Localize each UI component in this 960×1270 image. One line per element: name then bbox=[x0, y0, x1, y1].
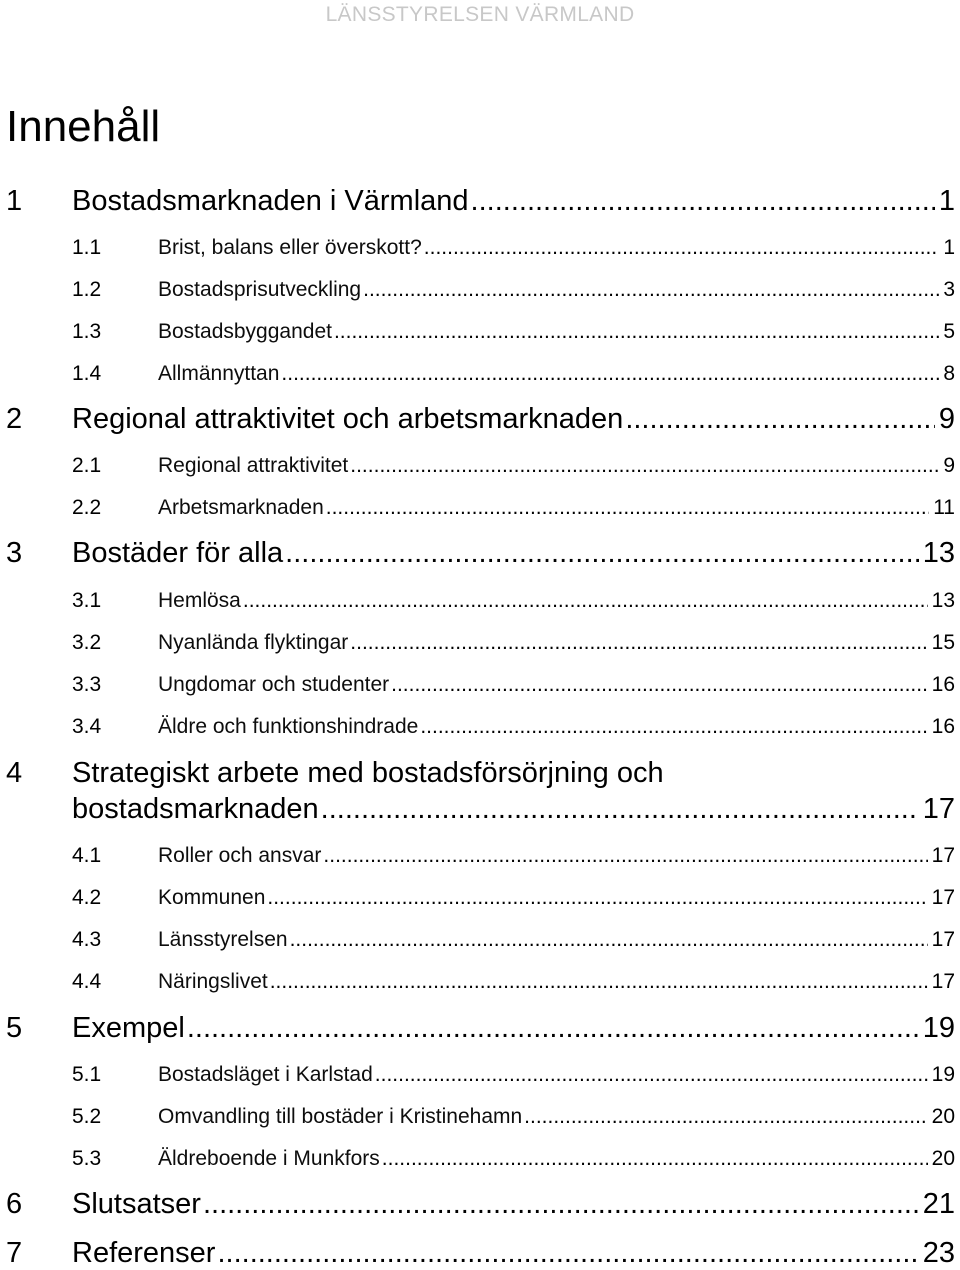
dot-leader bbox=[290, 924, 928, 956]
toc-number: 1 bbox=[6, 185, 23, 217]
toc-page-number: 11 bbox=[933, 496, 955, 519]
toc-label: Exempel bbox=[72, 1012, 185, 1044]
dot-leader bbox=[270, 966, 928, 998]
dot-leader bbox=[187, 1008, 919, 1048]
toc-number: 1.1 bbox=[72, 236, 102, 259]
toc-page-number: 16 bbox=[931, 715, 955, 738]
toc-label: Äldreboende i Munkfors bbox=[158, 1147, 380, 1170]
dot-leader bbox=[217, 1233, 918, 1270]
toc-label: Ungdomar och studenter bbox=[158, 673, 390, 696]
toc-page-number: 20 bbox=[931, 1105, 955, 1128]
toc-number: 1.4 bbox=[72, 362, 102, 385]
toc-page-number: 3 bbox=[943, 278, 955, 301]
toc-label: Bostadsmarknaden i Värmland bbox=[72, 185, 469, 217]
dot-leader bbox=[471, 181, 935, 221]
toc-label: Nyanlända flyktingar bbox=[158, 631, 349, 654]
toc-label: Slutsatser bbox=[72, 1188, 201, 1220]
toc-number: 3.1 bbox=[72, 589, 102, 612]
toc-page-number: 15 bbox=[931, 631, 955, 654]
toc-number: 1.2 bbox=[72, 278, 102, 301]
dot-leader bbox=[363, 274, 939, 306]
toc-page-number: 17 bbox=[931, 970, 955, 993]
toc-label-line-1: Strategiskt arbete med bostadsförsörjning och bbox=[72, 757, 664, 789]
dot-leader bbox=[424, 232, 940, 264]
dot-leader bbox=[382, 1143, 928, 1175]
toc-page-number: 20 bbox=[931, 1147, 955, 1170]
dot-leader bbox=[524, 1101, 927, 1133]
toc-page-number: 19 bbox=[931, 1063, 955, 1086]
toc-page-number: 17 bbox=[931, 928, 955, 951]
toc-label: Näringslivet bbox=[158, 970, 268, 993]
toc-label: Länsstyrelsen bbox=[158, 928, 288, 951]
toc-number: 1.3 bbox=[72, 320, 102, 343]
toc-page-number: 23 bbox=[922, 1237, 955, 1269]
dot-leader bbox=[375, 1059, 928, 1091]
dot-leader bbox=[285, 533, 919, 573]
dot-leader bbox=[334, 316, 939, 348]
toc-label: bostadsmarknaden bbox=[72, 793, 319, 825]
toc-number: 3.3 bbox=[72, 673, 102, 696]
page-title: Innehåll bbox=[6, 102, 161, 151]
toc-number: 2.2 bbox=[72, 496, 102, 519]
toc-number: 4.1 bbox=[72, 844, 102, 867]
toc-number: 2.1 bbox=[72, 454, 102, 477]
toc-page-number: 13 bbox=[931, 589, 955, 612]
toc-page-number: 9 bbox=[938, 403, 955, 435]
toc-page-number: 9 bbox=[943, 454, 955, 477]
toc-number: 2 bbox=[6, 403, 23, 435]
dot-leader bbox=[625, 399, 935, 439]
toc-label: Roller och ansvar bbox=[158, 844, 322, 867]
dot-leader bbox=[323, 840, 927, 872]
toc-number: 7 bbox=[6, 1237, 23, 1269]
toc-label: Hemlösa bbox=[158, 589, 241, 612]
toc-label: Äldre och funktionshindrade bbox=[158, 715, 419, 738]
toc-page-number: 13 bbox=[922, 537, 955, 569]
toc-label: Bostadsläget i Karlstad bbox=[158, 1063, 373, 1086]
toc-page-number: 17 bbox=[931, 844, 955, 867]
dot-leader bbox=[391, 669, 928, 701]
toc-number: 5 bbox=[6, 1012, 23, 1044]
toc-number: 4.4 bbox=[72, 970, 102, 993]
toc-label: Regional attraktivitet bbox=[158, 454, 349, 477]
toc-label: Bostadsbyggandet bbox=[158, 320, 332, 343]
toc-number: 4.3 bbox=[72, 928, 102, 951]
toc-label: Allmännyttan bbox=[158, 362, 280, 385]
toc-page-number: 8 bbox=[943, 362, 955, 385]
toc-label: Kommunen bbox=[158, 886, 266, 909]
toc-page-number: 5 bbox=[943, 320, 955, 343]
dot-leader bbox=[326, 492, 929, 524]
dot-leader bbox=[267, 882, 927, 914]
toc-page-number: 17 bbox=[931, 886, 955, 909]
toc-page-number: 16 bbox=[931, 673, 955, 696]
toc-label: Brist, balans eller överskott? bbox=[158, 236, 422, 259]
toc-page-number: 1 bbox=[938, 185, 955, 217]
toc-number: 5.3 bbox=[72, 1147, 102, 1170]
toc-number: 3.4 bbox=[72, 715, 102, 738]
toc-label: Arbetsmarknaden bbox=[158, 496, 324, 519]
toc-number: 6 bbox=[6, 1188, 23, 1220]
toc-page-number: 1 bbox=[943, 236, 955, 259]
toc-number: 3 bbox=[6, 537, 23, 569]
toc-number: 3.2 bbox=[72, 631, 102, 654]
toc-page-number: 19 bbox=[922, 1012, 955, 1044]
toc-label: Bostäder för alla bbox=[72, 537, 284, 569]
dot-leader bbox=[203, 1184, 919, 1224]
dot-leader bbox=[420, 711, 927, 743]
dot-leader bbox=[243, 585, 928, 617]
toc-number: 4.2 bbox=[72, 886, 102, 909]
toc-label: Referenser bbox=[72, 1237, 216, 1269]
toc-page-number: 21 bbox=[922, 1188, 955, 1220]
dot-leader bbox=[350, 627, 927, 659]
dot-leader bbox=[350, 450, 939, 482]
dot-leader bbox=[281, 358, 939, 390]
toc-page-number: 17 bbox=[922, 793, 955, 825]
toc-label: Regional attraktivitet och arbetsmarknaden bbox=[72, 403, 624, 435]
dot-leader bbox=[321, 789, 919, 829]
page-header: LÄNSSTYRELSEN VÄRMLAND bbox=[325, 3, 635, 26]
toc-label: Bostadsprisutveckling bbox=[158, 278, 362, 301]
toc-number: 5.2 bbox=[72, 1105, 102, 1128]
toc-number: 5.1 bbox=[72, 1063, 102, 1086]
toc-number: 4 bbox=[6, 757, 23, 789]
toc-label: Omvandling till bostäder i Kristinehamn bbox=[158, 1105, 523, 1128]
